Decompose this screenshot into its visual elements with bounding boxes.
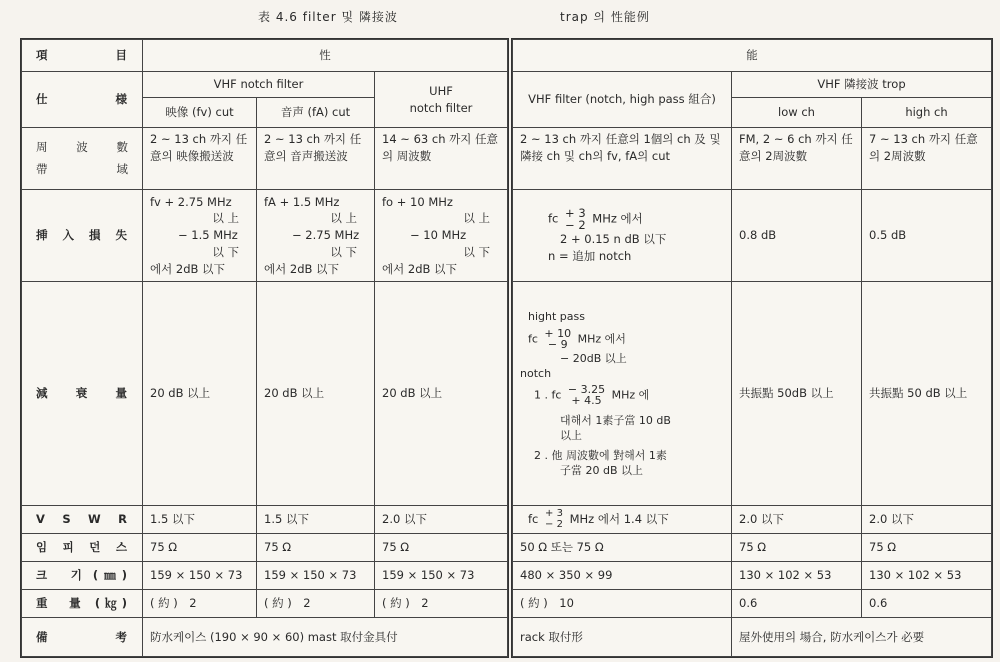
table-caption-continued: trap 의 性能例 [560,10,650,24]
weight-label: 重 量 (㎏) [22,590,143,618]
freq-label: 周 波 數 帶 域 [22,128,143,190]
audio-cut-header: 音声 (fA) cut [257,98,375,128]
hp-tolerance-fraction: + 10 − 9 [544,326,572,352]
weight-uhf: ( 約 ) 2 [375,590,508,618]
spec-label: 仕 様 [22,72,143,128]
weight-audio: ( 約 ) 2 [257,590,375,618]
loss-low-ch: 0.8 dB [732,190,862,282]
loss-video: fv + 2.75 MHz 以 上 − 1.5 MHz 以 下 에서 2dB 以下 [143,190,257,282]
remarks-vhf-filter: rack 取付形 [513,618,732,657]
imp-high-ch: 75 Ω [862,534,992,562]
loss-uhf: fo + 10 MHz 以 上 − 10 MHz 以 下 에서 2dB 以下 [375,190,508,282]
vhf-notch-header: VHF notch filter [143,72,375,98]
freq-uhf: 14 ~ 63 ch 까지 任意의 周波數 [375,128,508,190]
left-page-table [20,38,509,658]
tolerance-fraction: + 3 − 2 [565,205,586,232]
characteristic-header: 性 [143,40,508,72]
size-vhf-filter: 480 × 350 × 99 [513,562,732,590]
size-label: 크 기 (㎜) [22,562,143,590]
performance-header: 能 [513,40,992,72]
vswr-high-ch: 2.0 以下 [862,506,992,534]
imp-uhf: 75 Ω [375,534,508,562]
size-uhf: 159 × 150 × 73 [375,562,508,590]
video-cut-header: 映像 (fv) cut [143,98,257,128]
right-page-table [511,38,993,658]
imp-audio: 75 Ω [257,534,375,562]
vswr-uhf: 2.0 以下 [375,506,508,534]
freq-audio: 2 ~ 13 ch 까지 任意의 音声搬送波 [257,128,375,190]
weight-high-ch: 0.6 [862,590,992,618]
vhf-filter-header: VHF filter (notch, high pass 組合) [513,72,732,128]
item-header: 項 目 [22,40,143,72]
size-low-ch: 130 × 102 × 53 [732,562,862,590]
atten-video: 20 dB 以上 [143,282,257,506]
loss-high-ch: 0.5 dB [862,190,992,282]
vswr-low-ch: 2.0 以下 [732,506,862,534]
imp-vhf-filter: 50 Ω 또는 75 Ω [513,534,732,562]
freq-low-ch: FM, 2 ~ 6 ch 까지 任意의 2周波數 [732,128,862,190]
loss-audio: fA + 1.5 MHz 以 上 − 2.75 MHz 以 下 에서 2dB 以下 [257,190,375,282]
freq-vhf-filter: 2 ~ 13 ch 까지 任意의 1個의 ch 及 및 隣接 ch 및 ch의 fv, fA의 cut [513,128,732,190]
low-ch-header: low ch [732,98,862,128]
freq-high-ch: 7 ~ 13 ch 까지 任意의 2周波數 [862,128,992,190]
atten-high-ch: 共振點 50 dB 以上 [862,282,992,506]
remarks-trap: 屋外使用의 場合, 防水케이스가 必要 [732,618,992,657]
weight-vhf-filter: ( 約 ) 10 [513,590,732,618]
freq-video: 2 ~ 13 ch 까지 任意의 映像搬送波 [143,128,257,190]
high-ch-header: high ch [862,98,992,128]
vswr-label: V S W R [22,506,143,534]
atten-uhf: 20 dB 以上 [375,282,508,506]
loss-vhf-filter: fc + 3 − 2 MHz 에서 2 + 0.15 n dB 以下 n = 追加 notch [513,190,732,282]
remarks-label: 備 考 [22,618,143,657]
vswr-audio: 1.5 以下 [257,506,375,534]
atten-audio: 20 dB 以上 [257,282,375,506]
vswr-video: 1.5 以下 [143,506,257,534]
atten-low-ch: 共振點 50dB 以上 [732,282,862,506]
remarks-left: 防水케이스 (190 × 90 × 60) mast 取付金具付 [143,618,508,657]
imp-low-ch: 75 Ω [732,534,862,562]
imp-video: 75 Ω [143,534,257,562]
size-high-ch: 130 × 102 × 53 [862,562,992,590]
weight-video: ( 約 ) 2 [143,590,257,618]
uhf-notch-header: UHF notch filter [375,72,508,128]
notch-tolerance-fraction: − 3.25 + 4.5 [567,382,606,408]
vswr-vhf-filter: fc + 3 − 2 MHz 에서 1.4 以下 [513,506,732,534]
size-video: 159 × 150 × 73 [143,562,257,590]
loss-label: 挿 入 損 失 [22,190,143,282]
vswr-tolerance-fraction: + 3 − 2 [545,508,563,530]
weight-low-ch: 0.6 [732,590,862,618]
attenuation-label: 減 衰 量 [22,282,143,506]
size-audio: 159 × 150 × 73 [257,562,375,590]
vhf-adjacent-trap-header: VHF 隣接波 trop [732,72,992,98]
impedance-label: 임 피 던 스 [22,534,143,562]
table-caption: 表 4.6 filter 및 隣接波 [258,10,398,24]
atten-vhf-filter: hight pass fc + 10 − 9 MHz 에서 − 20dB 以上 notch 1 . fc − 3.25 + 4.5 MHz 에 대해서 1素子當 10 dB 以上 2 . 他 周波數에 對해서 1素 子當 20 dB 以上 [513,282,732,506]
